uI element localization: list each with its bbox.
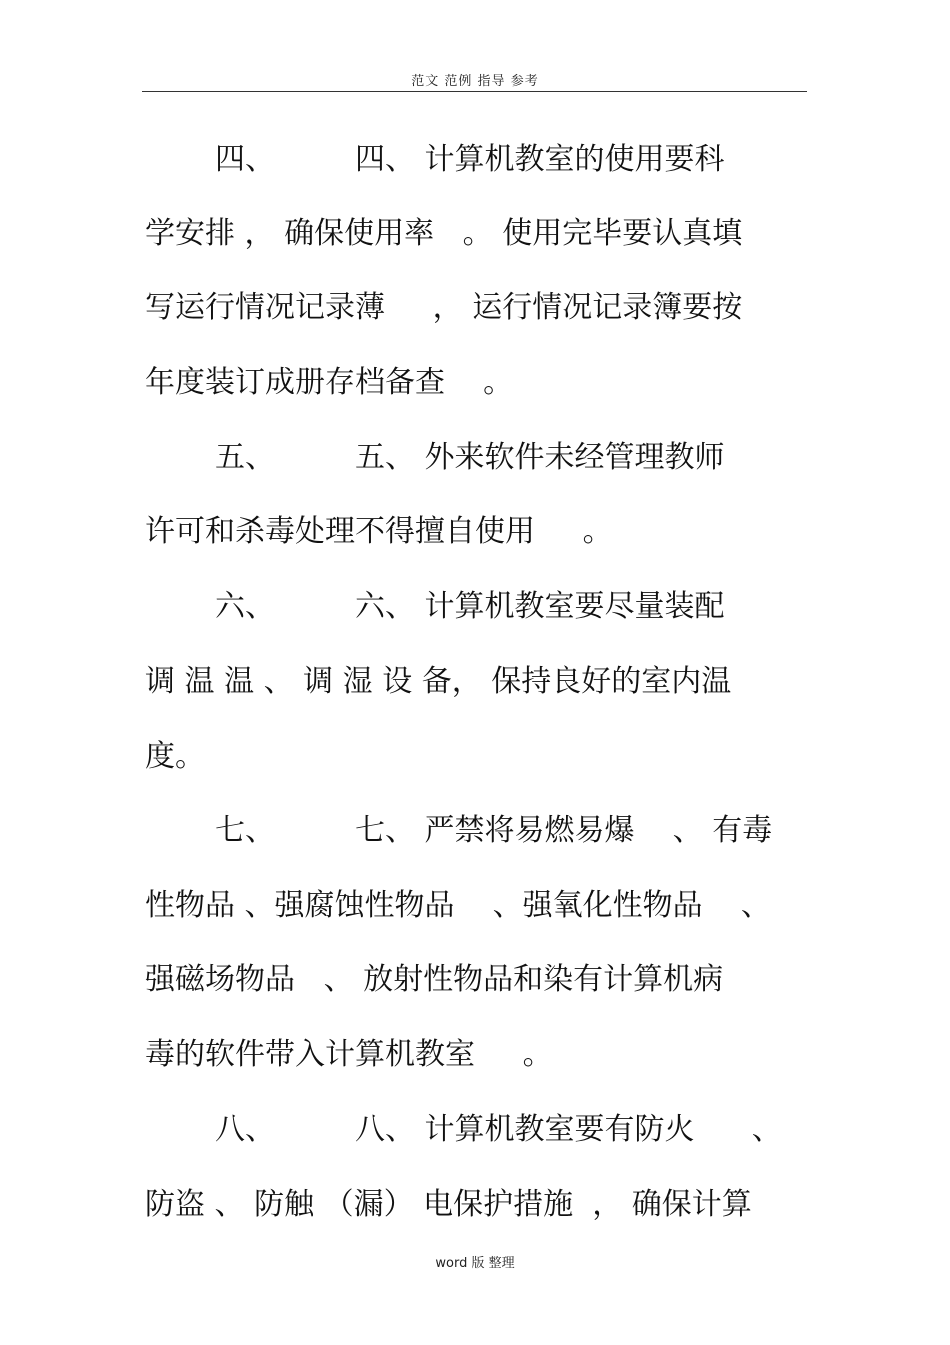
- text-line: 五、 外来软件未经管理教师: [355, 440, 725, 475]
- text-line: 四、: [215, 142, 275, 177]
- text-line: 四、 计算机教室的使用要科: [355, 142, 725, 177]
- text-line: 七、: [215, 813, 275, 848]
- text-line: 度。: [145, 739, 205, 774]
- text-line: 强磁场物品 、 放射性物品和染有计算机病: [145, 962, 724, 997]
- text-line: 八、 计算机教室要有防火 、: [355, 1112, 782, 1147]
- text-line: 六、: [215, 589, 275, 624]
- text-line: 调 温 温 、 调 湿 设 备， 保持良好的室内温: [145, 664, 732, 699]
- text-line: 年度装订成册存档备查 。: [145, 365, 514, 400]
- text-line: 性物品 、强腐蚀性物品 、强氧化性物品 、: [145, 888, 771, 923]
- text-line: 七、 严禁将易燃易爆 、 有毒: [355, 813, 773, 848]
- text-line: 写运行情况记录薄 ， 运行情况记录簿要按: [145, 290, 743, 325]
- text-line: 学安排 ， 确保使用率 。 使用完毕要认真填: [145, 216, 743, 251]
- header-divider: [142, 91, 807, 92]
- text-line: 防盗 、 防触 （漏） 电保护措施 ， 确保计算: [145, 1187, 752, 1222]
- text-line: 六、 计算机教室要尽量装配: [355, 589, 725, 624]
- text-line: 五、: [215, 440, 275, 475]
- text-line: 八、: [215, 1112, 275, 1147]
- text-line: 毒的软件带入计算机教室 。: [145, 1037, 553, 1072]
- page-header: 范文 范例 指导 参考: [411, 74, 539, 89]
- page-footer: word 版 整理: [435, 1256, 515, 1271]
- text-line: 许可和杀毒处理不得擅自使用 。: [145, 514, 613, 549]
